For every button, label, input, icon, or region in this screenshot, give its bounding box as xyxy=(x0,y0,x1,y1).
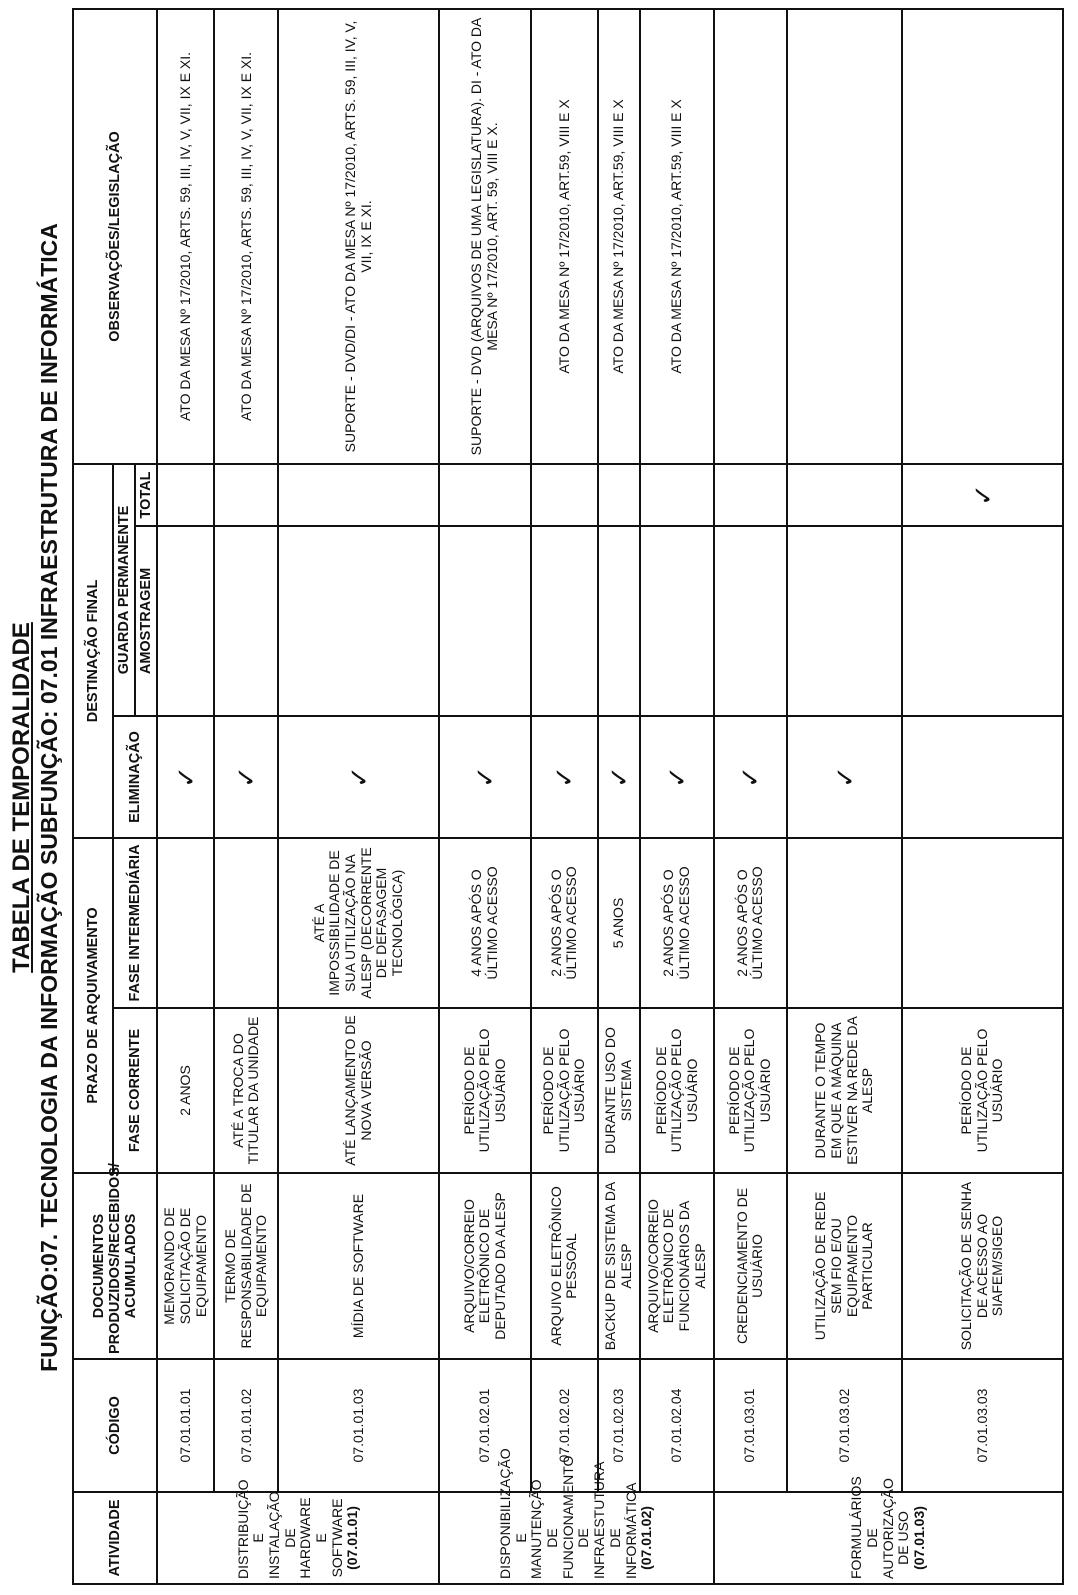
current-phase-cell: ATÉ LANÇAMENTO DE NOVA VERSÃO xyxy=(278,1008,439,1173)
intermediate-phase-cell xyxy=(214,838,278,1008)
activity-name: FORMULÁRIOS DE AUTORIZAÇÃO DE USO xyxy=(848,1476,912,1579)
table-row xyxy=(598,9,641,1584)
document-cell: ARQUIVO/CORREIO ELETRÔNICO DE FUNCIONÁRIOS DA ALESP xyxy=(640,1173,714,1359)
document-cell: ARQUIVO ELETRÔNICO PESSOAL xyxy=(531,1173,597,1359)
check-mark-icon: ✓ xyxy=(603,766,634,788)
activity-code: (07.01.02) xyxy=(638,1506,655,1570)
intermediate-phase-cell: 2 ANOS APÓS O ÚLTIMO ACESSO xyxy=(640,838,714,1008)
observations-cell: ATO DA MESA Nº 17/2010, ART.59, VIII E X xyxy=(531,9,597,464)
amostragem-cell xyxy=(278,526,439,716)
document-cell: MÍDIA DE SOFTWARE xyxy=(278,1173,439,1359)
intermediate-phase-cell xyxy=(157,838,214,1008)
document-cell: MEMORANDO DE SOLICITAÇÃO DE EQUIPAMENTO xyxy=(157,1173,214,1359)
eliminacao-cell xyxy=(902,716,1063,838)
current-phase-cell: PERÍODO DE UTILIZAÇÃO PELO USUÁRIO xyxy=(439,1008,531,1173)
header-eliminacao: ELIMINAÇÃO xyxy=(113,716,157,838)
eliminacao-cell xyxy=(214,716,278,838)
observations-cell: SUPORTE - DVD (ARQUIVOS DE UMA LEGISLATURA). DI - ATO DA MESA Nº 17/2010, ART. 59, VIII E X. xyxy=(439,9,531,464)
amostragem-cell xyxy=(598,526,641,716)
table-row xyxy=(157,9,214,1584)
header-destinacao: DESTINAÇÃO FINAL xyxy=(73,464,113,838)
amostragem-cell xyxy=(439,526,531,716)
header-atividade: ATIVIDADE xyxy=(73,1492,157,1584)
table-row xyxy=(531,9,597,1584)
document-cell: TERMO DE RESPONSABILIDADE DE EQUIPAMENTO xyxy=(214,1173,278,1359)
activity-code: (07.01.03) xyxy=(910,1506,927,1570)
eliminacao-cell xyxy=(439,716,531,838)
code-cell: 07.01.01.02 xyxy=(214,1359,278,1492)
intermediate-phase-cell xyxy=(902,838,1063,1008)
activity-code: (07.01.01) xyxy=(344,1506,361,1570)
code-cell: 07.01.03.01 xyxy=(714,1359,787,1492)
header-amostragem: AMOSTRAGEM xyxy=(135,526,157,716)
activity-name: DISPONIBILIZAÇÃO E MANUTENÇÃO DE FUNCIONAMENTO DE INFRAESTUTURA DE INFORMÁTICA xyxy=(497,1448,639,1579)
check-mark-icon: ✓ xyxy=(549,766,580,788)
document-subtitle: FUNÇÃO:07. TECNOLOGIA DA INFORMAÇÃO SUBFUNÇÃO: 07.01 INFRAESTRUTURA DE INFORMÁTICA xyxy=(36,223,62,1372)
amostragem-cell xyxy=(640,526,714,716)
current-phase-cell: DURANTE O TEMPO EM QUE A MÁQUINA ESTIVER NA REDE DA ALESP xyxy=(787,1008,903,1173)
amostragem-cell xyxy=(214,526,278,716)
activity-name: DISTRIBUIÇÃO E INSTALAÇÃO DE HARDWARE E SOFTWARE xyxy=(234,1479,345,1579)
current-phase-cell: DURANTE USO DO SISTEMA xyxy=(598,1008,641,1173)
check-mark-icon: ✓ xyxy=(170,766,201,788)
total-cell xyxy=(439,464,531,526)
code-cell: 07.01.02.02 xyxy=(531,1359,597,1492)
total-cell xyxy=(157,464,214,526)
activity-cell xyxy=(157,1479,439,1584)
observations-cell xyxy=(902,9,1063,464)
observations-cell xyxy=(787,9,903,464)
header-observacoes: OBSERVAÇÕES/LEGISLAÇÃO xyxy=(73,9,157,464)
intermediate-phase-cell: 4 ANOS APÓS O ÚLTIMO ACESSO xyxy=(439,838,531,1008)
check-mark-icon: ✓ xyxy=(662,766,693,788)
observations-cell xyxy=(714,9,787,464)
table-row xyxy=(640,9,714,1584)
current-phase-cell: PERÍODO DE UTILIZAÇÃO PELO USUÁRIO xyxy=(902,1008,1063,1173)
eliminacao-cell xyxy=(278,716,439,838)
amostragem-cell xyxy=(787,526,903,716)
total-cell xyxy=(214,464,278,526)
code-cell: 07.01.02.01 xyxy=(439,1359,531,1492)
table-row xyxy=(902,9,1063,1584)
table-row xyxy=(787,9,903,1584)
header-guarda-permanente: GUARDA PERMANENTE xyxy=(113,464,135,716)
check-mark-icon: ✓ xyxy=(231,766,262,788)
observations-cell: ATO DA MESA Nº 17/2010, ART.59, VIII E X xyxy=(598,9,641,464)
check-mark-icon: ✓ xyxy=(829,766,860,788)
current-phase-cell: PERÍODO DE UTILIZAÇÃO PELO USUÁRIO xyxy=(640,1008,714,1173)
total-cell xyxy=(714,464,787,526)
intermediate-phase-cell: ATÉ A IMPOSSIBILIDADE DE SUA UTILIZAÇÃO NA ALESP (DECORRENTE DE DEFASAGEM TECNOLÓGICA) xyxy=(278,838,439,1008)
header-prazo: PRAZO DE ARQUIVAMENTO xyxy=(73,838,113,1173)
check-mark-icon: ✓ xyxy=(967,484,998,506)
eliminacao-cell xyxy=(531,716,597,838)
amostragem-cell xyxy=(157,526,214,716)
observations-cell: ATO DA MESA Nº 17/2010, ART.59, VIII E X xyxy=(640,9,714,464)
document-cell: ARQUIVO/CORREIO ELETRÔNICO DE DEPUTADO DA ALESP xyxy=(439,1173,531,1359)
observations-cell: ATO DA MESA Nº 17/2010, ARTS. 59, III, IV, V, VII, IX E XI. xyxy=(214,9,278,464)
amostragem-cell xyxy=(531,526,597,716)
amostragem-cell xyxy=(714,526,787,716)
header-total: TOTAL xyxy=(135,464,157,526)
eliminacao-cell xyxy=(787,716,903,838)
check-mark-icon: ✓ xyxy=(343,766,374,788)
observations-cell: SUPORTE - DVD/DI - ATO DA MESA Nº 17/2010, ARTS. 59, III, IV, V, VII, IX E XI. xyxy=(278,9,439,464)
header-codigo: CÓDIGO xyxy=(73,1359,157,1492)
total-cell xyxy=(640,464,714,526)
table-row xyxy=(439,9,531,1584)
code-cell: 07.01.02.03 xyxy=(598,1359,641,1492)
check-mark-icon: ✓ xyxy=(470,766,501,788)
total-cell xyxy=(787,464,903,526)
temporality-table xyxy=(72,8,1064,1585)
code-cell: 07.01.02.04 xyxy=(640,1359,714,1492)
intermediate-phase-cell: 2 ANOS APÓS O ÚLTIMO ACESSO xyxy=(531,838,597,1008)
document-cell: SOLICITAÇÃO DE SENHA DE ACESSO AO SIAFEM/SIGEO xyxy=(902,1173,1063,1359)
eliminacao-cell xyxy=(157,716,214,838)
total-cell xyxy=(531,464,597,526)
table-body xyxy=(157,9,1063,1584)
header-fase-intermediaria: FASE INTERMEDIÁRIA xyxy=(113,838,157,1008)
header-fase-corrente: FASE CORRENTE xyxy=(113,1008,157,1173)
total-cell xyxy=(902,464,1063,526)
current-phase-cell: PERÍODO DE UTILIZAÇÃO PELO USUÁRIO xyxy=(714,1008,787,1173)
table-row xyxy=(214,9,278,1584)
table-row xyxy=(278,9,439,1584)
activity-cell xyxy=(714,1476,1063,1584)
table-row xyxy=(714,9,787,1584)
amostragem-cell xyxy=(902,526,1063,716)
document-cell: CREDENCIAMENTO DE USUÁRIO xyxy=(714,1173,787,1359)
document-title: TABELA DE TEMPORALIDADE xyxy=(8,622,35,973)
eliminacao-cell xyxy=(640,716,714,838)
intermediate-phase-cell xyxy=(787,838,903,1008)
code-cell: 07.01.03.03 xyxy=(902,1359,1063,1492)
activity-cell xyxy=(439,1448,714,1584)
total-cell xyxy=(598,464,641,526)
current-phase-cell: PERÍODO DE UTILIZAÇÃO PELO USUÁRIO xyxy=(531,1008,597,1173)
intermediate-phase-cell: 2 ANOS APÓS O ÚLTIMO ACESSO xyxy=(714,838,787,1008)
observations-cell: ATO DA MESA Nº 17/2010, ARTS. 59, III, IV, V, VII, IX E XI. xyxy=(157,9,214,464)
intermediate-phase-cell: 5 ANOS xyxy=(598,838,641,1008)
total-cell xyxy=(278,464,439,526)
eliminacao-cell xyxy=(714,716,787,838)
check-mark-icon: ✓ xyxy=(735,766,766,788)
code-cell: 07.01.01.01 xyxy=(157,1359,214,1492)
document-cell: BACKUP DE SISTEMA DA ALESP xyxy=(598,1173,641,1359)
code-cell: 07.01.03.02 xyxy=(787,1359,903,1492)
document-cell: UTILIZAÇÃO DE REDE SEM FIO E/OU EQUIPAMENTO PARTICULAR xyxy=(787,1173,903,1359)
current-phase-cell: 2 ANOS xyxy=(157,1008,214,1173)
current-phase-cell: ATÉ A TROCA DO TITULAR DA UNIDADE xyxy=(214,1008,278,1173)
header-documentos: DOCUMENTOS PRODUZIDOS/RECEBIDOS/ ACUMULADOS xyxy=(73,1173,157,1359)
eliminacao-cell xyxy=(598,716,641,838)
code-cell: 07.01.01.03 xyxy=(278,1359,439,1492)
